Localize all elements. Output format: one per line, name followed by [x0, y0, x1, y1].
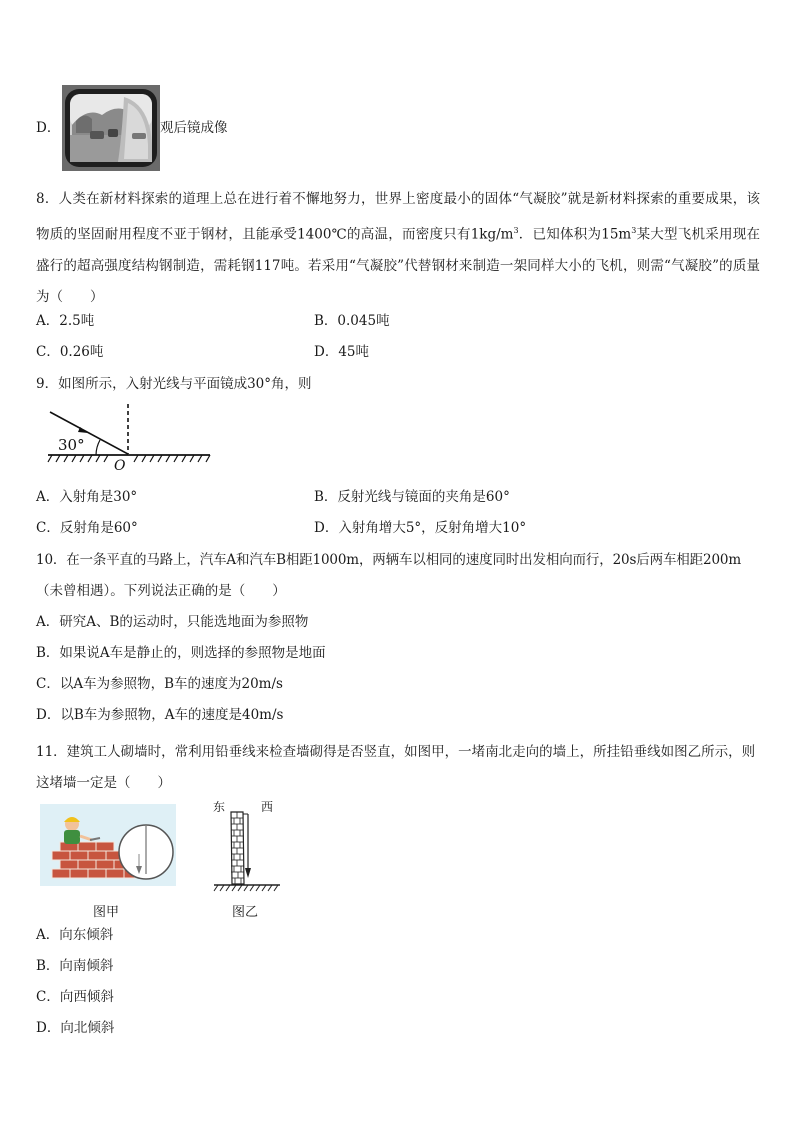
- q8-option-b: B．0.045吨: [314, 313, 390, 329]
- q10-option-b: B．如果说A车是静止的，则选择的参照物是地面: [36, 645, 326, 661]
- q8-option-c: C．0.26吨: [36, 344, 104, 360]
- q11-direction-east: 东: [213, 800, 226, 814]
- side-mirror-photo: [62, 85, 160, 171]
- q8-option-a: A．2.5吨: [36, 313, 95, 329]
- q11-stem: 11．建筑工人砌墙时，常利用铅垂线来检查墙砌得是否竖直，如图甲，一堵南北走向的墙上，所挂铅垂线如图乙所示，则这堵墙一定是（ ）: [36, 744, 756, 791]
- q10-option-c: C．以A车为参照物，B车的速度为20m/s: [36, 676, 283, 692]
- q11-figure-b-caption: 图乙: [232, 905, 259, 920]
- q11-option-d: D．向北倾斜: [36, 1020, 115, 1036]
- q8-stem-part1: 8．人类在新材料探索的道理上总在进行着不懈地努力，世界上密度最小的固体“气凝胶”就是新材料探索的重要成果，该物质的坚固耐用程度不亚于钢材，且能承受1400℃的高温，而密度只有1kg/m: [36, 191, 760, 243]
- q11-figure-a-illustration: [40, 804, 176, 886]
- q9-option-a: A．入射角是30°: [36, 489, 138, 505]
- q9-stem: 9．如图所示，入射光线与平面镜成30°角，则: [36, 376, 312, 392]
- q11-option-c: C．向西倾斜: [36, 989, 114, 1005]
- q8-volume-exponent: 3: [631, 226, 637, 235]
- q11-figure-a-caption: 图甲: [93, 905, 120, 920]
- q11-direction-west: 西: [261, 800, 274, 814]
- q9-angle-label: 30°: [58, 436, 85, 454]
- q8-density-exponent: 3: [513, 226, 519, 235]
- q7-option-d-text: 观后镜成像: [160, 120, 228, 136]
- q9-option-b: B．反射光线与镜面的夹角是60°: [314, 489, 510, 505]
- q9-point-label: O: [114, 458, 126, 472]
- q10-stem-line1: 10．在一条平直的马路上，汽车A和汽车B相距1000m，两辆车以相同的速度同时出发相向而行，20s后两车相距200m: [36, 552, 741, 568]
- q9-option-c: C．反射角是60°: [36, 520, 138, 536]
- q11-figure-b-wall-diagram: [210, 810, 282, 892]
- q9-mirror-diagram: [44, 402, 214, 472]
- q10-option-a: A．研究A、B的运动时，只能选地面为参照物: [36, 614, 309, 630]
- q11-option-b: B．向南倾斜: [36, 958, 114, 974]
- q10-option-d: D．以B车为参照物，A车的速度是40m/s: [36, 707, 284, 723]
- q8-stem-part3: 某大型飞机采用现在盛行的超高强度结构钢制造，需耗钢117吨。若采用“气凝胶”代替钢材来制造一架同样大小的飞机，则需“气凝胶”的质量为（ ）: [36, 226, 761, 305]
- q10-stem-line2: （未曾相遇）。下列说法正确的是（ ）: [36, 583, 286, 599]
- q8-stem-part2: ．已知体积为15m: [518, 226, 632, 243]
- q9-option-d: D．入射角增大5°，反射角增大10°: [314, 520, 527, 536]
- q7-option-d-letter: D．: [36, 120, 61, 136]
- q8-stem: [36, 184, 760, 313]
- q8-option-d: D．45吨: [314, 344, 370, 360]
- q11-option-a: A．向东倾斜: [36, 927, 114, 943]
